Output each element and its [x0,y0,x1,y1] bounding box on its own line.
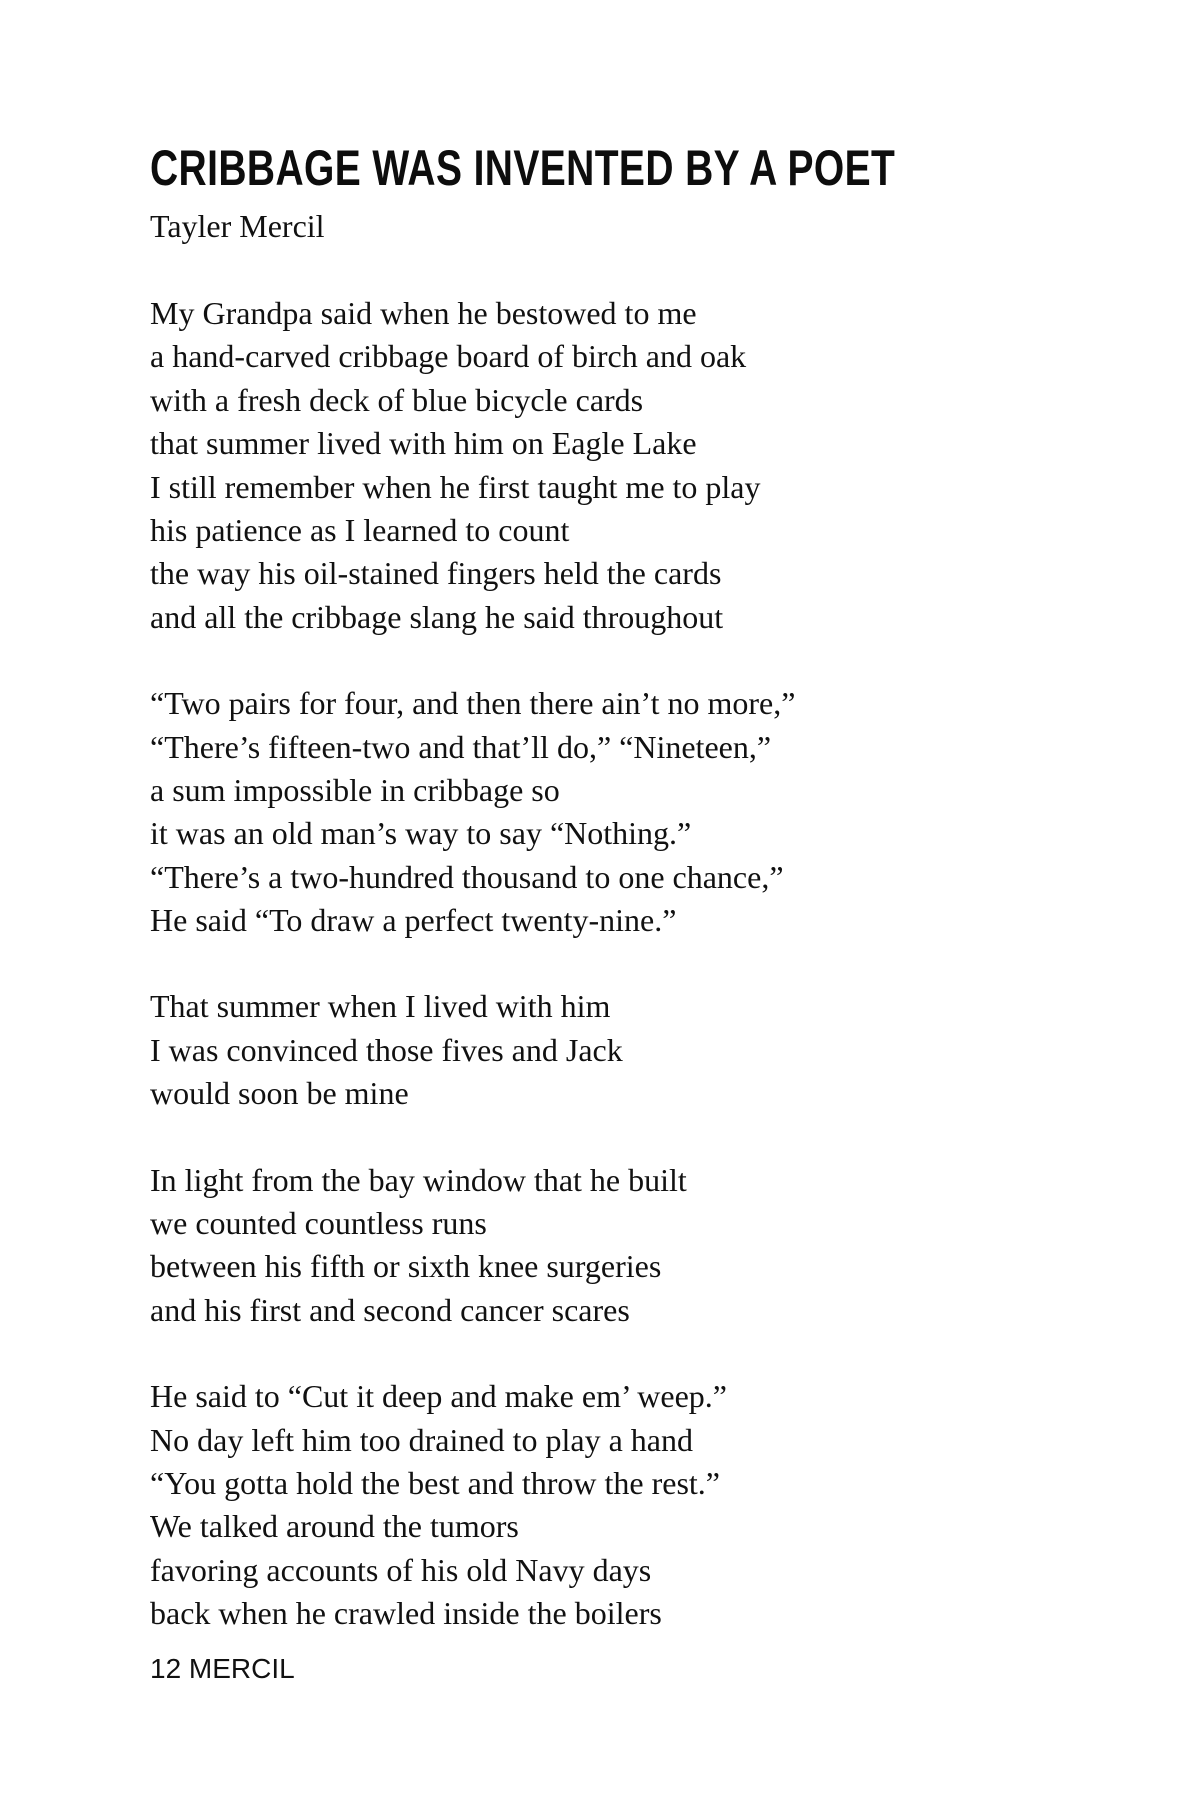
stanza-2 [150,682,1130,942]
poem-line: That summer when I lived with him [150,988,611,1025]
poem-line: would soon be mine [150,1075,409,1112]
poem-line: No day left him too drained to play a hand [150,1421,693,1458]
poem-line: it was an old man’s way to say “Nothing.” [150,815,692,852]
poem-title: CRIBBAGE WAS INVENTED BY A POET [150,140,896,196]
poem-line: “Two pairs for four, and then there ain’t no more,” [150,685,796,722]
poem-author: Tayler Mercil [150,208,325,244]
page-number-footer: 12 MERCIL [150,1653,295,1684]
poem-line: “You gotta hold the best and throw the rest.” [150,1464,720,1501]
poem-line: favoring accounts of his old Navy days [150,1551,652,1588]
stanza-4 [150,1159,1130,1333]
poem-body [150,292,1130,1679]
poem-line: his patience as I learned to count [150,511,570,548]
poem-line: back when he crawled inside the boilers [150,1595,662,1632]
poem-line: “There’s fifteen-two and that’ll do,” “Nineteen,” [150,728,772,765]
poem-line: between his fifth or sixth knee surgeries [150,1248,662,1285]
poem-line: My Grandpa said when he bestowed to me [150,295,697,331]
poem-line: the way his oil-stained fingers held the cards [150,555,722,592]
poem-line: a hand-carved cribbage board of birch and oak [150,338,747,375]
poem-line: and all the cribbage slang he said throughout [150,598,724,635]
poem-line: In light from the bay window that he built [150,1161,687,1198]
poem-line: a sum impossible in cribbage so [150,771,560,808]
poem-line: that summer lived with him on Eagle Lake [150,425,697,462]
poem-line: We talked around the tumors [150,1508,519,1545]
poem-line: with a fresh deck of blue bicycle cards [150,381,644,418]
stanza-5 [150,1375,1130,1635]
poem-line: I was convinced those fives and Jack [150,1031,623,1068]
poem-line: He said to “Cut it deep and make em’ weep.” [150,1378,727,1415]
stanza-1 [150,292,1130,639]
stanza-3 [150,985,1130,1115]
poem-line: we counted countless runs [150,1205,487,1242]
poem-line: He said “To draw a perfect twenty-nine.” [150,902,677,939]
poem-line: “There’s a two-hundred thousand to one chance,” [150,858,784,895]
poem-line: I still remember when he first taught me to play [150,468,761,505]
poem-line: and his first and second cancer scares [150,1291,630,1328]
